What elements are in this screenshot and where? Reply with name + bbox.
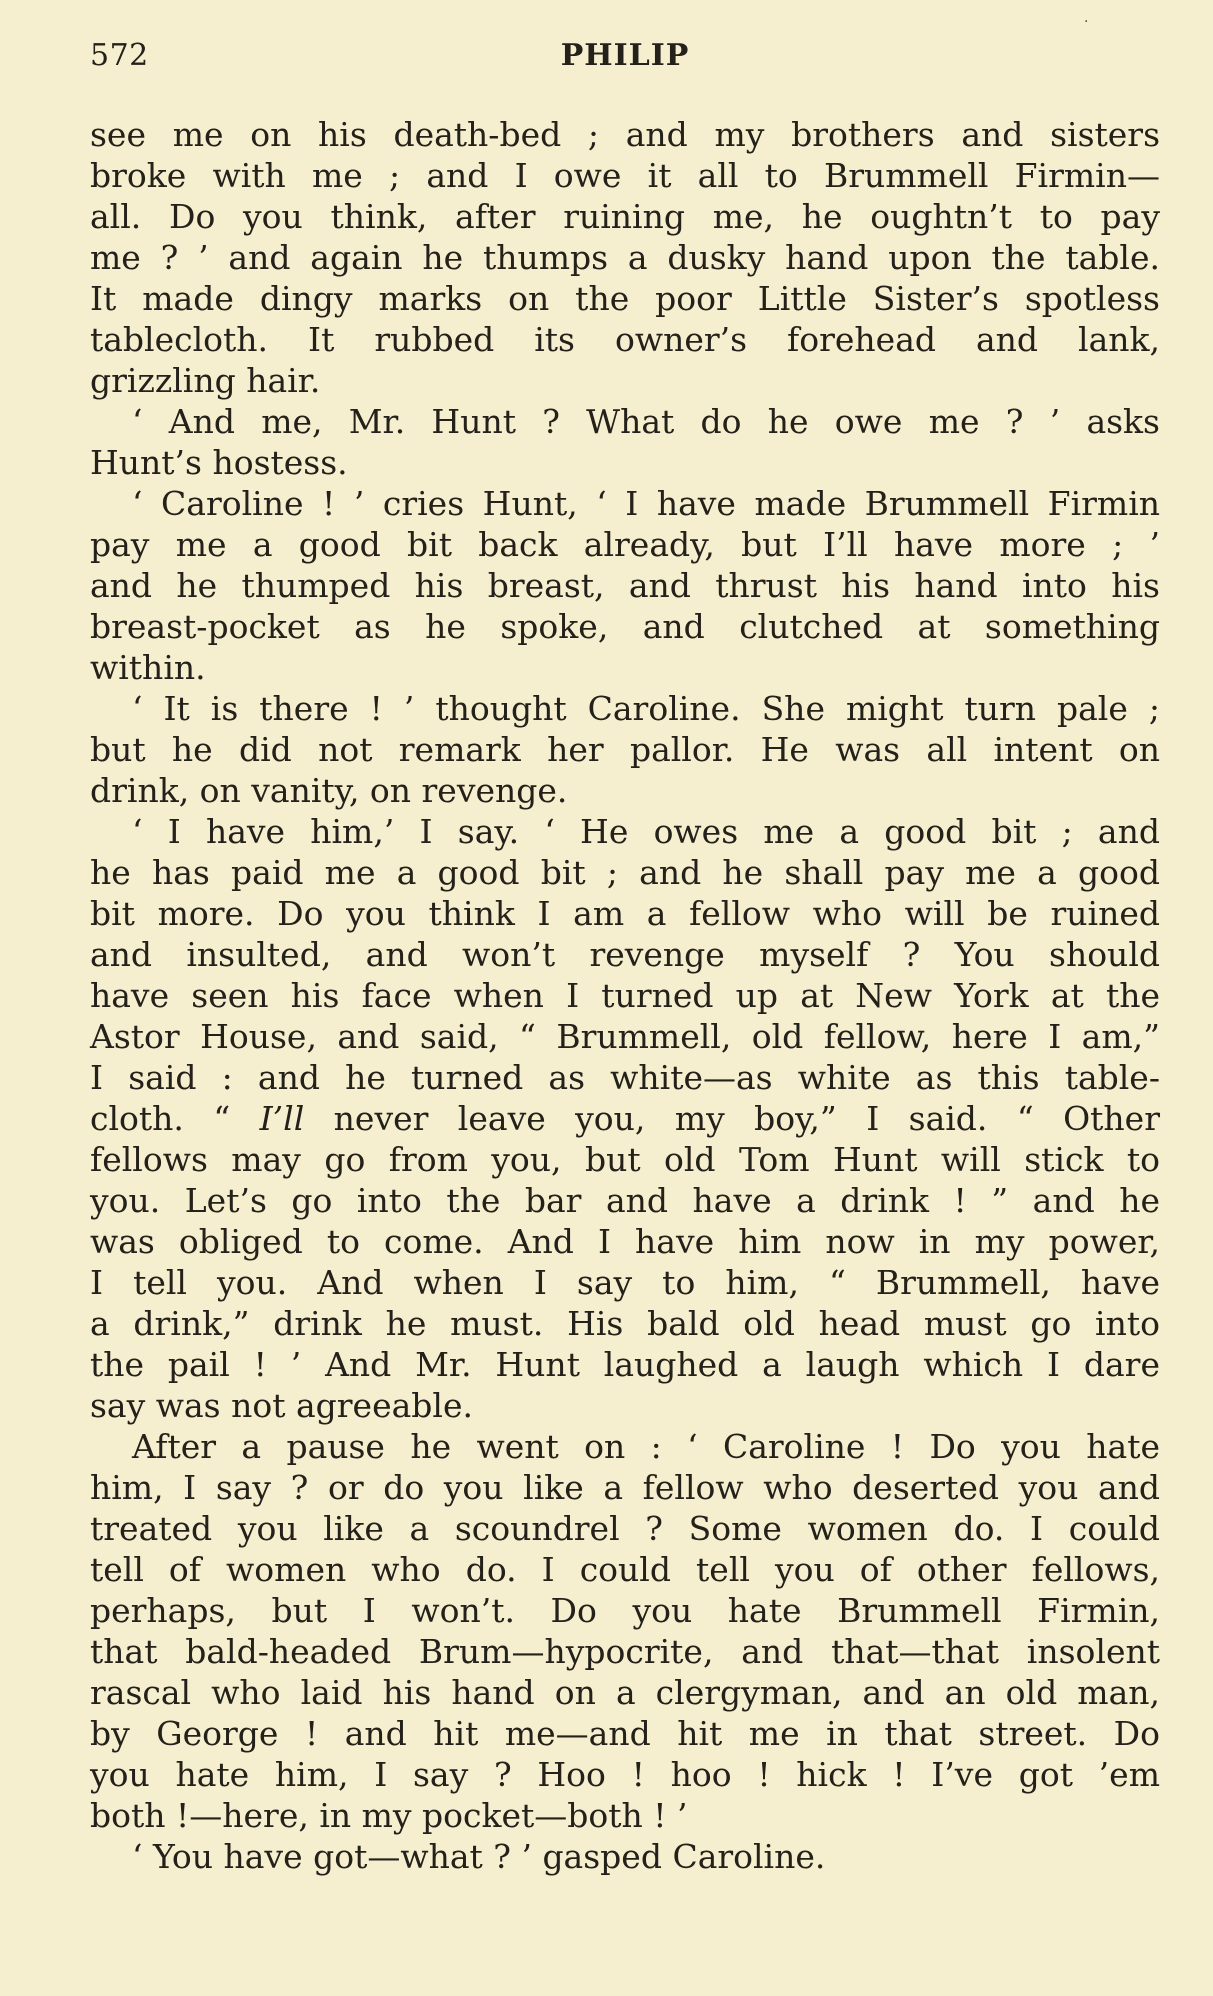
text-line: treated you like a scoundrel ? Some women do. I could: [90, 1509, 1160, 1548]
text-run: never leave you, my boy,” I said. “ Other: [304, 1099, 1160, 1138]
text-line: [90, 1098, 1160, 1139]
text-line: perhaps, but I won’t. Do you hate Brummell Firmin,: [90, 1591, 1160, 1630]
text-line: that bald-headed Brum—hypocrite, and that—that insolent: [90, 1632, 1160, 1671]
text-line: ‘ Caroline ! ’ cries Hunt, ‘ I have made Brummell Firmin: [132, 484, 1160, 523]
text-line: I tell you. And when I say to him, “ Brummell, have: [90, 1263, 1160, 1302]
text-line: After a pause he went on : ‘ Caroline ! Do you hate: [132, 1427, 1160, 1466]
text-line: he has paid me a good bit ; and he shall pay me a good: [90, 853, 1160, 892]
text-line: tablecloth. It rubbed its owner’s forehead and lank,: [90, 320, 1160, 359]
running-title: PHILIP: [560, 38, 690, 73]
text-line: say was not agreeable.: [90, 1386, 473, 1425]
text-line: breast-pocket as he spoke, and clutched at something: [90, 607, 1160, 646]
text-line: It made dingy marks on the poor Little Sister’s spotless: [90, 279, 1160, 318]
text-line: a drink,” drink he must. His bald old head must go into: [90, 1304, 1160, 1343]
text-line: broke with me ; and I owe it all to Brummell Firmin—: [90, 156, 1160, 195]
text-line: you hate him, I say ? Hoo ! hoo ! hick ! I’ve got ’em: [90, 1755, 1160, 1794]
running-head: [90, 38, 1160, 78]
text-line: have seen his face when I turned up at New York at the: [90, 976, 1160, 1015]
text-line: you. Let’s go into the bar and have a drink ! ” and he: [90, 1181, 1160, 1220]
print-speck: ·: [1084, 14, 1089, 30]
text-line: ‘ You have got—what ? ’ gasped Caroline.: [132, 1837, 826, 1876]
italic-text: I’ll: [259, 1099, 305, 1138]
text-line: me ? ’ and again he thumps a dusky hand upon the table.: [90, 238, 1160, 277]
text-line: pay me a good bit back already, but I’ll have more ; ’: [90, 525, 1160, 564]
text-line: drink, on vanity, on revenge.: [90, 771, 568, 810]
text-line: within.: [90, 648, 206, 687]
text-line: Astor House, and said, “ Brummell, old fellow, here I am,”: [90, 1017, 1160, 1056]
text-line: ‘ And me, Mr. Hunt ? What do he owe me ? ’ asks: [132, 402, 1160, 441]
text-line: rascal who laid his hand on a clergyman, and an old man,: [90, 1673, 1160, 1712]
text-line: ‘ It is there ! ’ thought Caroline. She might turn pale ;: [132, 689, 1160, 728]
text-line: him, I say ? or do you like a fellow who deserted you and: [90, 1468, 1160, 1507]
text-line: both !—here, in my pocket—both ! ’: [90, 1796, 688, 1835]
text-line: Hunt’s hostess.: [90, 443, 348, 482]
text-line: was obliged to come. And I have him now in my power,: [90, 1222, 1160, 1261]
text-line: fellows may go from you, but old Tom Hunt will stick to: [90, 1140, 1160, 1179]
text-line: I said : and he turned as white—as white as this table-: [90, 1058, 1160, 1097]
text-line: the pail ! ’ And Mr. Hunt laughed a laugh which I dare: [90, 1345, 1160, 1384]
text-line: by George ! and hit me—and hit me in that street. Do: [90, 1714, 1160, 1753]
text-line: all. Do you think, after ruining me, he oughtn’t to pay: [90, 197, 1160, 236]
body-text: [90, 114, 1160, 1877]
text-line: and insulted, and won’t revenge myself ? You should: [90, 935, 1160, 974]
text-run: cloth. “: [90, 1099, 260, 1138]
text-line: bit more. Do you think I am a fellow who will be ruined: [90, 894, 1160, 933]
text-line: tell of women who do. I could tell you of other fellows,: [90, 1550, 1160, 1589]
text-line: see me on his death-bed ; and my brothers and sisters: [90, 115, 1160, 154]
text-line: and he thumped his breast, and thrust his hand into his: [90, 566, 1160, 605]
text-line: grizzling hair.: [90, 361, 321, 400]
text-line: ‘ I have him,’ I say. ‘ He owes me a good bit ; and: [132, 812, 1160, 851]
page-number: 572: [90, 38, 149, 73]
text-line: but he did not remark her pallor. He was all intent on: [90, 730, 1160, 769]
